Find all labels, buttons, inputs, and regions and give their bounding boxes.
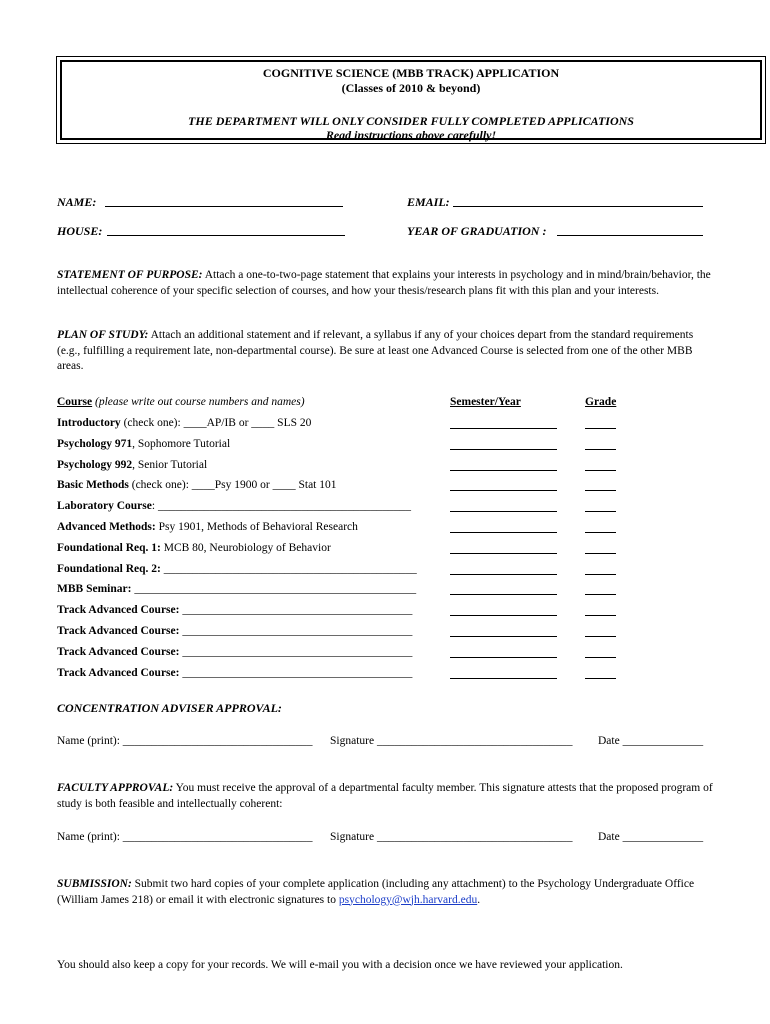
semester-year-field[interactable] bbox=[450, 615, 557, 616]
course-row-name: Basic Methods bbox=[57, 479, 129, 492]
read-instructions: Read instructions above carefully! bbox=[325, 128, 497, 142]
plan-text: Attach an additional statement and if relevant, a syllabus if any of your choices depart from the standard requirements (e.g., fulfilling a requirement late, non-departmental course). Be sure at least one Advanced Course is selected from one of the other MBB areas. bbox=[57, 329, 694, 372]
grade-field[interactable] bbox=[585, 636, 616, 637]
email-label: EMAIL: bbox=[407, 195, 450, 209]
semester-header: Semester/Year bbox=[450, 396, 521, 408]
grade-field[interactable] bbox=[585, 678, 616, 679]
course-row bbox=[57, 603, 412, 617]
course-row-detail[interactable]: MCB 80, Neurobiology of Behavior bbox=[160, 541, 331, 554]
grade-field[interactable] bbox=[585, 594, 616, 595]
submission-end: . bbox=[477, 893, 481, 906]
footer-note: You should also keep a copy for your records. We will e-mail you with a decision once we have reviewed your application. bbox=[57, 959, 623, 971]
faculty-name-field[interactable]: Name (print): _________________________________ bbox=[57, 831, 313, 843]
form-title: COGNITIVE SCIENCE (MBB TRACK) APPLICATION bbox=[262, 66, 560, 80]
course-row-detail[interactable]: ____________________________________________ bbox=[160, 562, 417, 575]
course-row-name: Laboratory Course bbox=[57, 500, 152, 513]
course-row-name: Psychology 971 bbox=[57, 437, 133, 450]
semester-year-field[interactable] bbox=[450, 553, 557, 554]
course-row-name: Psychology 992 bbox=[57, 458, 133, 471]
name-label: NAME: bbox=[57, 195, 97, 209]
course-row-name: Advanced Methods: bbox=[57, 521, 156, 533]
course-row-detail[interactable]: (check one): ____Psy 1900 or ____ Stat 101 bbox=[128, 479, 337, 492]
course-row-name: MBB Seminar: bbox=[57, 583, 132, 596]
plan-label: PLAN OF STUDY: bbox=[57, 329, 149, 341]
semester-year-field[interactable] bbox=[450, 574, 557, 575]
year-field[interactable] bbox=[557, 235, 703, 236]
semester-year-field[interactable] bbox=[450, 594, 557, 595]
adviser-approval-label: CONCENTRATION ADVISER APPROVAL: bbox=[57, 701, 282, 715]
house-label: HOUSE: bbox=[57, 224, 103, 238]
form-subtitle: (Classes of 2010 & beyond) bbox=[341, 81, 481, 95]
semester-year-field[interactable] bbox=[450, 428, 557, 429]
course-row-name: Introductory bbox=[57, 417, 121, 429]
course-row-detail[interactable]: : ____________________________________________ bbox=[151, 500, 411, 513]
submission-text: Submit two hard copies of your complete application (including any attachment) to the Psychology Undergraduate Office (William James 218) or email it with electronic signatures to bbox=[57, 878, 695, 906]
semester-year-field[interactable] bbox=[450, 470, 557, 471]
course-row bbox=[57, 520, 358, 534]
faculty-approval bbox=[57, 781, 717, 812]
faculty-text: You must receive the approval of a departmental faculty member. This signature attests that the proposed program of study is both feasible and intellectually coherent: bbox=[57, 782, 713, 810]
name-field[interactable] bbox=[105, 206, 343, 207]
email-field[interactable] bbox=[453, 206, 703, 207]
course-header-note: (please write out course numbers and names) bbox=[92, 396, 305, 408]
faculty-label: FACULTY APPROVAL: bbox=[57, 782, 174, 794]
submission bbox=[57, 877, 717, 908]
grade-field[interactable] bbox=[585, 657, 616, 658]
semester-year-field[interactable] bbox=[450, 490, 557, 491]
statement-label: STATEMENT OF PURPOSE: bbox=[57, 269, 203, 281]
course-row-name: Track Advanced Course: bbox=[57, 604, 180, 617]
course-row bbox=[57, 478, 337, 492]
adviser-date-field[interactable]: Date ______________ bbox=[598, 735, 704, 747]
course-row-detail[interactable]: , Sophomore Tutorial bbox=[132, 437, 231, 450]
course-header-label: Course bbox=[57, 396, 93, 408]
house-field[interactable] bbox=[107, 235, 345, 236]
grade-field[interactable] bbox=[585, 490, 616, 491]
course-row bbox=[57, 458, 207, 472]
grade-header: Grade bbox=[585, 396, 617, 408]
course-row bbox=[57, 541, 331, 555]
statement-of-purpose bbox=[57, 268, 717, 299]
faculty-date-field[interactable]: Date ______________ bbox=[598, 831, 704, 843]
grade-field[interactable] bbox=[585, 428, 616, 429]
course-row-detail[interactable]: Psy 1901, Methods of Behavioral Research bbox=[155, 521, 358, 533]
semester-year-field[interactable] bbox=[450, 657, 557, 658]
semester-year-field[interactable] bbox=[450, 532, 557, 533]
course-row bbox=[57, 416, 311, 430]
course-row bbox=[57, 666, 412, 680]
adviser-signature-field[interactable]: Signature __________________________________ bbox=[330, 735, 573, 747]
course-row bbox=[57, 645, 412, 659]
semester-year-field[interactable] bbox=[450, 678, 557, 679]
adviser-name-field[interactable]: Name (print): _________________________________ bbox=[57, 735, 313, 747]
semester-year-field[interactable] bbox=[450, 636, 557, 637]
grade-field[interactable] bbox=[585, 615, 616, 616]
course-row-detail[interactable]: _________________________________________________ bbox=[131, 583, 417, 596]
grade-field[interactable] bbox=[585, 532, 616, 533]
psychology-email-link[interactable]: psychology@wjh.harvard.edu bbox=[338, 893, 478, 906]
course-row-detail[interactable]: ________________________________________ bbox=[179, 666, 413, 679]
course-row-detail[interactable]: (check one): ____AP/IB or ____ SLS 20 bbox=[120, 417, 312, 429]
semester-year-field[interactable] bbox=[450, 449, 557, 450]
course-row bbox=[57, 437, 230, 451]
course-row-name: Foundational Req. 2: bbox=[57, 562, 161, 575]
semester-year-field[interactable] bbox=[450, 511, 557, 512]
submission-label: SUBMISSION: bbox=[57, 878, 132, 890]
course-row-name: Foundational Req. 1: bbox=[57, 541, 161, 554]
course-row-detail[interactable]: ________________________________________ bbox=[179, 625, 413, 637]
course-row bbox=[57, 582, 416, 596]
grade-field[interactable] bbox=[585, 574, 616, 575]
faculty-signature-field[interactable]: Signature __________________________________ bbox=[330, 831, 573, 843]
grade-field[interactable] bbox=[585, 449, 616, 450]
course-row bbox=[57, 562, 417, 576]
grade-field[interactable] bbox=[585, 470, 616, 471]
course-row-name: Track Advanced Course: bbox=[57, 625, 180, 637]
completion-warning: THE DEPARTMENT WILL ONLY CONSIDER FULLY COMPLETED APPLICATIONS bbox=[188, 114, 634, 128]
course-row-name: Track Advanced Course: bbox=[57, 645, 180, 658]
course-row-detail[interactable]: , Senior Tutorial bbox=[132, 458, 208, 471]
course-row-name: Track Advanced Course: bbox=[57, 666, 180, 679]
course-row bbox=[57, 624, 412, 638]
course-header bbox=[57, 395, 305, 409]
course-row-detail[interactable]: ________________________________________ bbox=[179, 645, 413, 658]
grade-field[interactable] bbox=[585, 511, 616, 512]
course-row bbox=[57, 499, 411, 513]
course-row-detail[interactable]: ________________________________________ bbox=[179, 604, 413, 617]
grade-field[interactable] bbox=[585, 553, 616, 554]
year-label: YEAR OF GRADUATION : bbox=[407, 224, 547, 238]
plan-of-study bbox=[57, 328, 717, 375]
statement-text: Attach a one-to-two-page statement that explains your interests in psychology and in mind/brain/behavior, the intellectual coherence of your specific selection of courses, and how your thesis/research plans fit with this plan and your interests. bbox=[57, 269, 711, 297]
